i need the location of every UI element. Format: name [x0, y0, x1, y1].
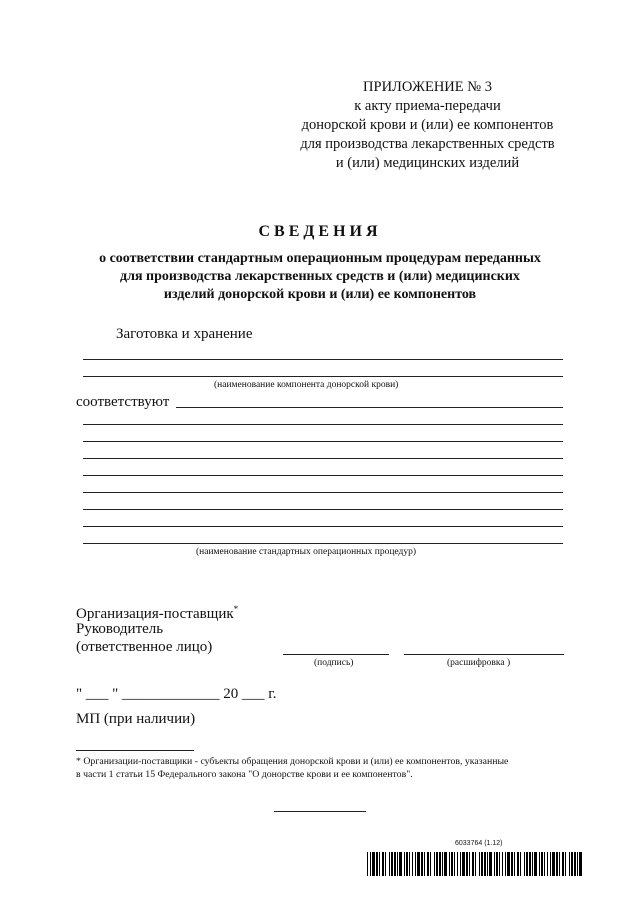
subtitle-line: о соответствии стандартным операционным процедурам переданных [99, 251, 541, 266]
date-close-quote: " [112, 686, 119, 702]
signature-line[interactable] [283, 654, 389, 655]
sop-caption: (наименование стандартных операционных процедур) [196, 547, 417, 557]
conform-label: соответствуют [76, 394, 170, 410]
document-title: СВЕДЕНИЯ [258, 223, 382, 240]
page-divider [274, 811, 366, 812]
subtitle-line: для производства лекарственных средств и (или) медицинских [120, 269, 520, 284]
sop-fill-line[interactable] [83, 543, 563, 544]
responsible-label: (ответственное лицо) [76, 639, 213, 655]
sop-fill-line[interactable] [176, 407, 563, 408]
barcode-number: 6033764 (1.12) [455, 840, 503, 847]
org-label-text: Организация-поставщик [76, 606, 234, 622]
appendix-line: донорской крови и (или) ее компонентов [301, 117, 554, 133]
sop-fill-line[interactable] [83, 441, 563, 442]
sop-fill-line[interactable] [83, 458, 563, 459]
date-day-blank[interactable]: ___ [85, 686, 109, 702]
subtitle-line: изделий донорской крови и (или) ее компонентов [163, 287, 477, 302]
date-open-quote: " [76, 686, 83, 702]
sop-fill-line[interactable] [83, 492, 563, 493]
harvest-label: Заготовка и хранение [116, 326, 253, 342]
sop-fill-line[interactable] [83, 475, 563, 476]
appendix-line: и (или) медицинских изделий [335, 155, 520, 171]
appendix-line: к акту приема-передачи [354, 98, 501, 114]
sop-fill-line[interactable] [83, 424, 563, 425]
component-fill-line[interactable] [83, 359, 563, 360]
date-row [76, 686, 276, 703]
component-caption: (наименование компонента донорской крови) [214, 380, 399, 390]
footnote [76, 755, 566, 781]
footnote-divider [76, 750, 194, 751]
footnote-line: в части 1 статьи 15 Федерального закона "О донорстве крови и ее компонентов". [76, 769, 413, 780]
appendix-header [290, 78, 565, 173]
signature-caption: (подпись) [314, 658, 354, 668]
date-month-blank[interactable]: _____________ [122, 686, 220, 702]
barcode [367, 852, 585, 876]
date-year-prefix: 20 [223, 686, 239, 702]
appendix-line: для производства лекарственных средств [300, 136, 555, 152]
decoding-line[interactable] [404, 654, 564, 655]
document-subtitle [70, 250, 570, 304]
component-fill-line[interactable] [83, 376, 563, 377]
appendix-number: ПРИЛОЖЕНИЕ № 3 [363, 79, 492, 95]
footnote-marker: * [233, 604, 239, 614]
stamp-label: МП (при наличии) [76, 711, 196, 727]
decoding-caption: (расшифровка ) [447, 658, 511, 668]
footnote-line: * Организации-поставщики - субъекты обращения донорской крови и (или) ее компонентов, указанные [76, 756, 509, 767]
sop-fill-line[interactable] [83, 509, 563, 510]
date-year-suffix: г. [268, 686, 277, 702]
sop-fill-line[interactable] [83, 526, 563, 527]
date-year-blank[interactable]: ___ [242, 686, 265, 702]
head-label: Руководитель [76, 621, 164, 637]
